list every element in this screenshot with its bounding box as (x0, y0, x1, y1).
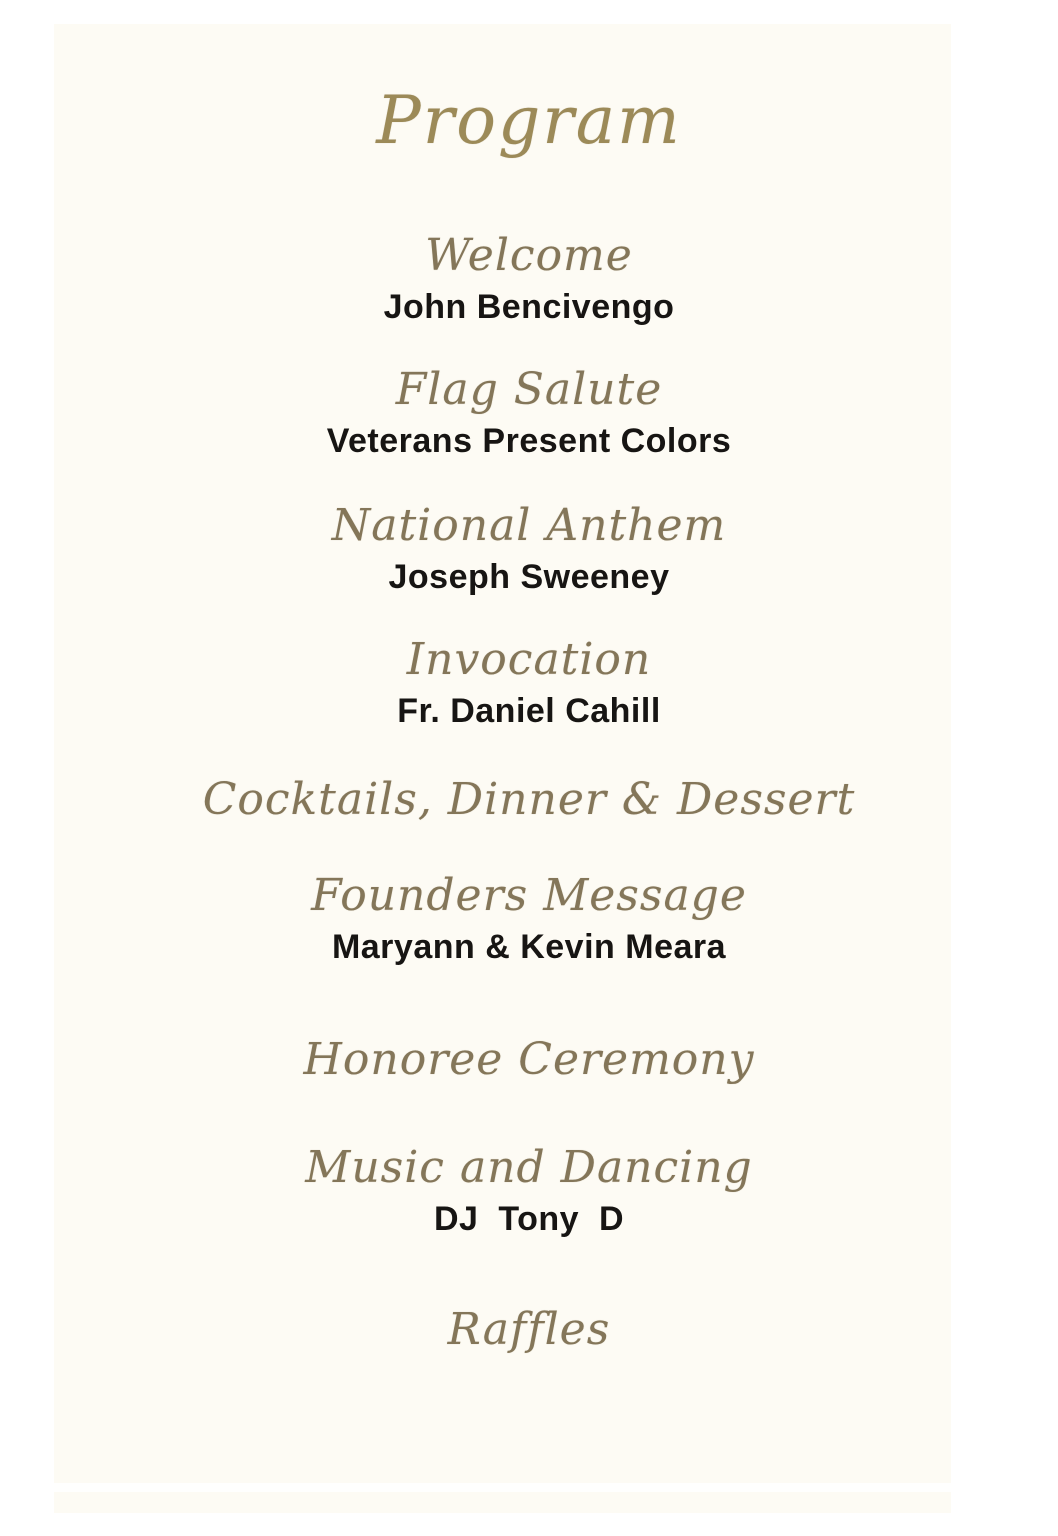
section-heading: Founders Message (311, 870, 747, 921)
section-heading: National Anthem (331, 500, 727, 551)
section-heading: Welcome (425, 230, 633, 281)
section-heading: Raffles (447, 1304, 611, 1355)
section-person-name: DJ Tony D (434, 1200, 624, 1238)
section-raffles (0, 1302, 1058, 1357)
program-title-text: Program (376, 82, 682, 159)
section-flag-salute (0, 362, 1058, 463)
page-fold-line (54, 1483, 951, 1492)
section-honoree-ceremony (0, 1032, 1058, 1087)
section-heading: Invocation (406, 634, 652, 685)
section-person-name: Veterans Present Colors (326, 422, 732, 460)
section-heading: Honoree Ceremony (303, 1034, 755, 1085)
section-heading: Flag Salute (395, 364, 663, 415)
section-person-name: Fr. Daniel Cahill (397, 692, 661, 730)
section-heading: Cocktails, Dinner & Dessert (202, 774, 856, 825)
section-founders-message (0, 868, 1058, 969)
section-person-name: Maryann & Kevin Meara (331, 928, 727, 966)
page-title (0, 76, 1058, 165)
section-person-name: John Bencivengo (383, 288, 675, 326)
section-cocktails-dinner-dessert (0, 772, 1058, 827)
section-invocation (0, 632, 1058, 733)
section-national-anthem (0, 498, 1058, 599)
section-heading: Music and Dancing (305, 1142, 753, 1193)
section-welcome (0, 228, 1058, 329)
section-person-name: Joseph Sweeney (388, 558, 670, 596)
section-music-and-dancing (0, 1140, 1058, 1241)
